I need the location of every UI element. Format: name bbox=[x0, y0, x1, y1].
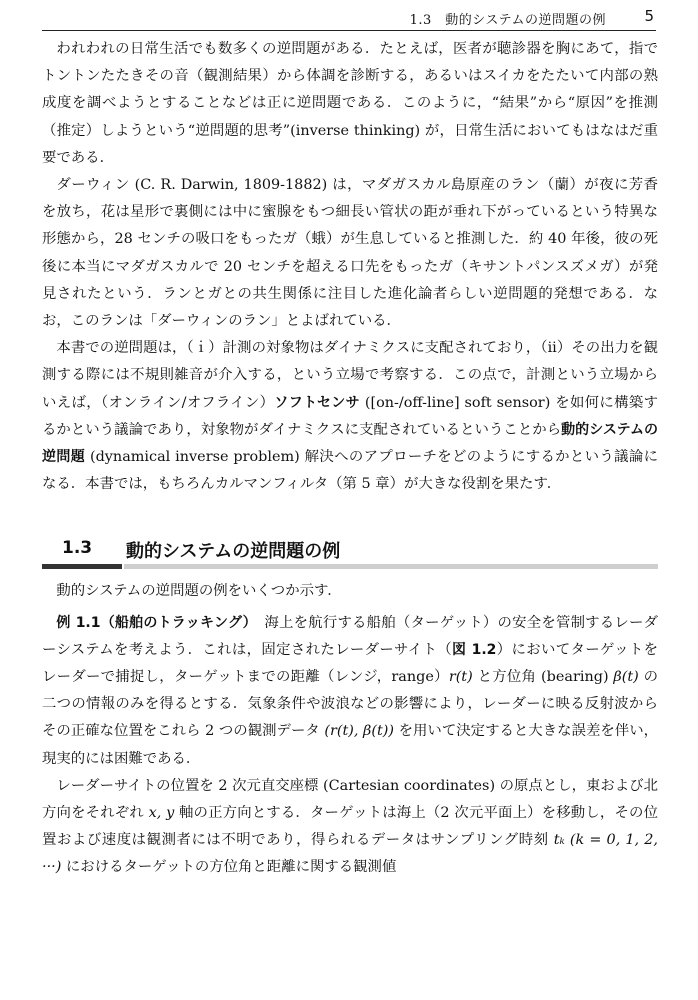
heading-rule-light bbox=[124, 564, 658, 569]
text-run: と方位角 (bearing) bbox=[472, 669, 614, 686]
term-soft-sensor: ソフトセンサ bbox=[274, 394, 360, 411]
page-number: 5 bbox=[644, 7, 654, 25]
section-title: 動的システムの逆問題の例 bbox=[126, 541, 341, 563]
heading-rule-dark bbox=[42, 564, 122, 569]
text-run: (dynamical inverse problem) 解決へのアプローチをどのようにするかという議論になる．本書では，もちろんカルマンフィルタ（第 5 章）が大きな役割を果たす． bbox=[42, 449, 658, 493]
text-run: 軸の正方向とする．ターゲットは海上（2 次元平面上）を移動し，その位置および速度は観測者には不明であり，得られるデータはサンプリング時刻 bbox=[42, 805, 658, 849]
math-bearing: β(t) bbox=[613, 669, 639, 686]
running-header bbox=[42, 6, 656, 31]
text-run: ([on-/off-line] soft sensor) を如何に構築するかという議論であり，対象物がダイナミクスに支配されているということから bbox=[42, 394, 658, 438]
text-run: ）においてターゲットをレーダーで捕捉し，ターゲットまでの距離（レンジ，range） bbox=[42, 641, 658, 686]
text-run: におけるターゲットの方位角と距離に関する観測値 bbox=[61, 859, 397, 876]
term-dynamical-inverse-problem: 動的システムの逆問題 bbox=[42, 421, 658, 466]
text-run: レーダーサイトの位置を 2 次元直交座標 (Cartesian coordinates) の原点とし，東および北方向をそれぞれ bbox=[42, 777, 658, 822]
paragraph-coordinates bbox=[42, 773, 658, 882]
section-number: 1.3 bbox=[62, 538, 93, 559]
paragraph-everyday-inverse: われわれの日常生活でも数多くの逆問題がある．たとえば，医者が聴診器を胸にあて，指でトントンたたきその音（観測結果）から体調を診断する，あるいはスイカをたたいて内部の熟成度を調べようとすることなどは正に逆問題である．このように，“結果”から“原因”を推測（推定）しようという“逆問題的思考”(inverse thinking) が，日常生活においてもはなはだ重要である． bbox=[42, 41, 658, 166]
header-section-title: 1.3 動的システムの逆問題の例 bbox=[409, 13, 606, 28]
text-run: 本書での逆問題は，（ｉ）計測の対象物はダイナミクスに支配されており，（ii）その出力を観測する際には不規則雑音が介入する，という立場で考察する．この点で，計測という立場からいえば，（オンライン/オフライン） bbox=[42, 340, 658, 411]
example-label: 例 1.1（船舶のトラッキング） bbox=[56, 614, 250, 631]
section-intro: 動的システムの逆問題の例をいくつか示す． bbox=[56, 583, 342, 600]
example-ship-tracking bbox=[42, 610, 658, 773]
text-run: の二つの情報のみを得るとする．気象条件や波浪などの影響により，レーダーに映る反射波からその正確な位置をこれら 2 つの観測データ bbox=[42, 669, 658, 740]
section-heading bbox=[42, 532, 658, 572]
math-xy: x, y bbox=[148, 805, 175, 822]
figure-reference: 図 1.2 bbox=[452, 641, 497, 658]
text-run: 海上を航行する船舶（ターゲット）の安全を管制するレーダーシステムを考えよう．これは，固定されたレーダーサイト（ bbox=[42, 614, 658, 658]
page-body bbox=[42, 36, 658, 882]
paragraph-book-scope bbox=[42, 335, 658, 498]
paragraph-darwin: ダーウィン (C. R. Darwin, 1809-1882) は，マダガスカル島原産のラン（蘭）が夜に芳香を放ち，花は星形で裏側には中に蜜腺をもつ細長い管状の距が垂れ下がっているという特異な形態から，28 センチの吸口をもったガ（蛾）が生息していると推測した．約 40 年後，彼の死後に本当にマダガスカルで 20 センチを超える口先をもったガ（キサントパンスズメガ）が発見されたという．ランとガとの共生関係に注目した進化論者らしい逆問題的発想である．なお，このランは「ダーウィンのラン」とよばれている． bbox=[42, 177, 658, 330]
math-sampling-time: tₖ (k = 0, 1, 2, ···) bbox=[42, 832, 658, 876]
math-range: r(t) bbox=[448, 669, 473, 686]
text-run: を用いて決定すると大きな誤差を伴い，現実的には困難である． bbox=[42, 723, 658, 767]
math-observation-pair: (r(t), β(t)) bbox=[324, 723, 394, 740]
